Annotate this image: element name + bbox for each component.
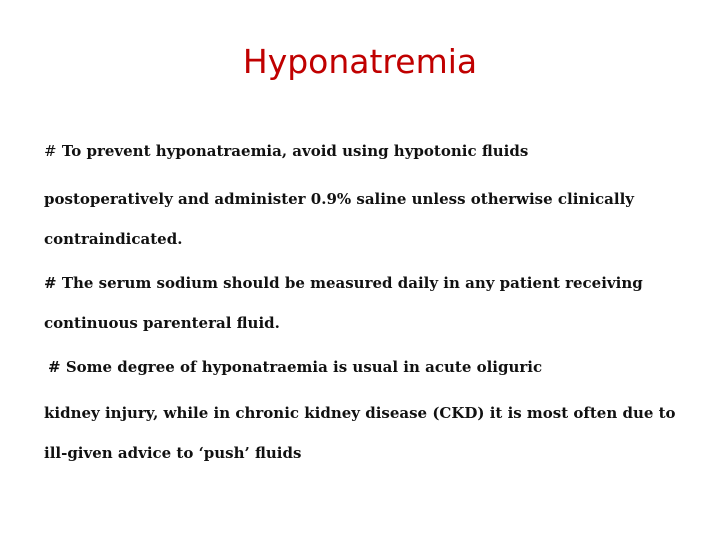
- bullet-1-marker: #: [44, 142, 57, 160]
- bullet-2-text-1: The serum sodium should be measured daily in any patient receiving: [61, 274, 643, 292]
- bullet-1-line-2: postoperatively and administer 0.9% saline unless otherwise clinically: [44, 190, 634, 208]
- bullet-3-text-1: Some degree of hyponatraemia is usual in acute oliguric: [65, 358, 543, 376]
- slide-title: Hyponatremia: [242, 42, 478, 81]
- bullet-3-line-1: [48, 358, 688, 376]
- bullet-3-line-2: kidney injury, while in chronic kidney disease (CKD) it is most often due to: [44, 404, 676, 422]
- bullet-1-line-3: contraindicated.: [44, 230, 183, 248]
- bullet-2-line-2: continuous parenteral fluid.: [44, 314, 280, 332]
- bullet-1-text-1: To prevent hyponatraemia, avoid using hypotonic fluids: [61, 142, 529, 160]
- bullet-2-marker: #: [44, 274, 57, 292]
- bullet-3-line-3: ill-given advice to ‘push’ fluids: [44, 444, 302, 462]
- bullet-2-line-1: [44, 274, 684, 292]
- bullet-1-line-1: [44, 142, 684, 160]
- bullet-3-marker: #: [48, 358, 61, 376]
